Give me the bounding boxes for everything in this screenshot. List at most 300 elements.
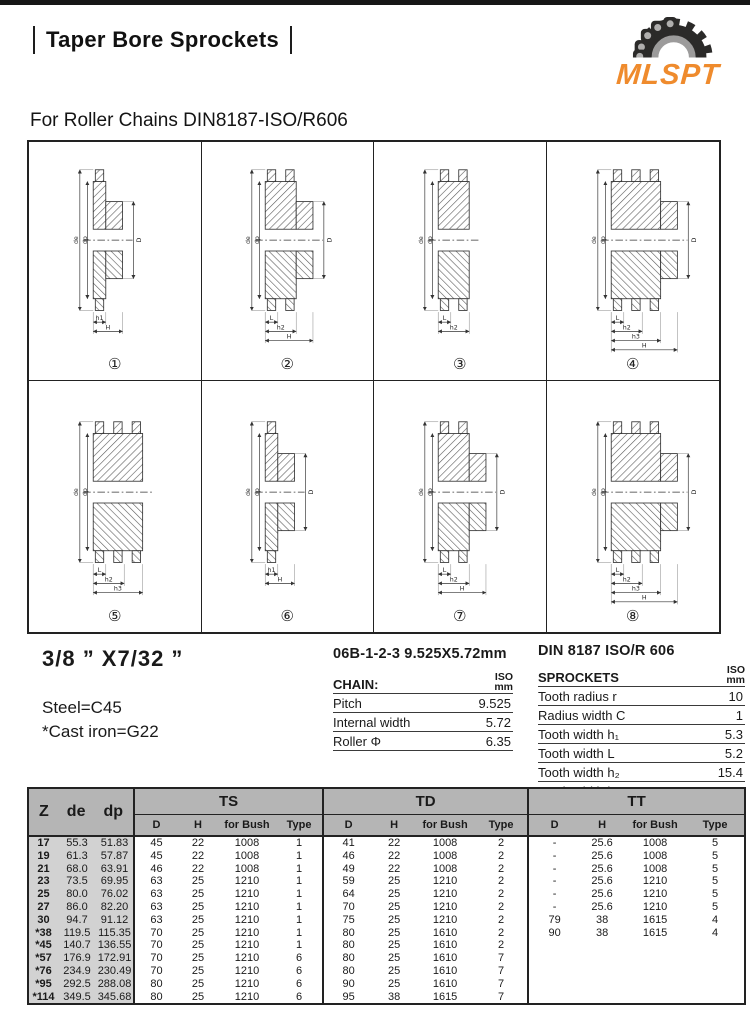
table-cell: 25	[191, 913, 205, 926]
table-row	[28, 939, 745, 952]
table-cell: 1610	[432, 964, 458, 977]
table-cell: 21	[28, 863, 58, 876]
table-cell: 1210	[234, 964, 260, 977]
table-cell: 25	[191, 990, 205, 1003]
table-row	[28, 914, 745, 927]
din-spec-label: Tooth width h₁	[538, 726, 619, 742]
table-cell: 51.83	[96, 836, 134, 850]
table-cell: *95	[28, 978, 58, 991]
table-cell: 1610	[432, 952, 458, 965]
material-cast-iron: *Cast iron=G22	[42, 722, 159, 741]
diagram-cell-7	[374, 381, 547, 632]
svg-text:h1: h1	[267, 567, 276, 575]
chain-spec-label: Roller Φ	[333, 733, 381, 749]
title-divider-left	[33, 26, 35, 54]
din-spec-label: Tooth width L	[538, 745, 615, 761]
chain-spec-row	[333, 732, 513, 751]
table-row	[28, 927, 745, 940]
sprocket-cross-section	[204, 400, 370, 606]
table-cell: 1610	[432, 977, 458, 990]
table-cell: 2	[498, 888, 505, 901]
table-cell: 70	[134, 965, 178, 978]
table-cell	[686, 965, 745, 978]
table-cell: 64	[323, 888, 373, 901]
table-cell: 63	[134, 875, 178, 888]
table-cell	[528, 991, 580, 1005]
table-cell: 2	[498, 837, 505, 849]
table-cell: *45	[28, 939, 58, 952]
table-cell: 1	[295, 939, 303, 952]
diagram-cell-6	[202, 381, 375, 632]
table-cell: 5	[712, 849, 719, 862]
svg-text:D: D	[690, 489, 698, 495]
din-spec-row	[538, 725, 745, 744]
svg-text:de: de	[590, 488, 598, 497]
din-spec-value: 1	[735, 707, 743, 723]
svg-text:de: de	[72, 236, 80, 245]
table-cell: 25	[191, 952, 205, 965]
table-cell: 140.7	[58, 939, 96, 952]
table-cell: 2	[498, 926, 505, 939]
sprocket-cross-section	[204, 148, 370, 354]
din-spec-row	[538, 706, 745, 725]
sprocket-cross-section	[377, 400, 543, 606]
table-cell: 38	[387, 990, 401, 1003]
diagram-number: ②	[280, 356, 294, 374]
table-cell: 27	[28, 901, 58, 914]
table-cell: 7	[498, 952, 505, 965]
svg-text:dp: dp	[426, 236, 434, 245]
table-row	[28, 875, 745, 888]
diagram-number: ⑥	[280, 607, 294, 625]
diagram-number: ③	[453, 356, 467, 374]
table-cell: 80	[134, 978, 178, 991]
svg-text:D: D	[499, 489, 507, 495]
table-cell: 70	[134, 939, 178, 952]
chain-unit-label: ISO mm	[494, 671, 513, 693]
svg-text:h2: h2	[622, 324, 631, 332]
table-cell: 80	[323, 927, 373, 940]
table-cell: 1008	[234, 837, 260, 849]
table-cell: 45	[134, 836, 178, 850]
table-cell: 61.3	[58, 850, 96, 863]
table-cell: 22	[191, 849, 205, 862]
subheader-type: Type	[475, 814, 528, 836]
svg-text:de: de	[245, 488, 253, 497]
table-cell: 6	[295, 952, 303, 965]
table-cell: 1008	[234, 862, 260, 875]
table-row	[28, 978, 745, 991]
table-cell	[624, 978, 686, 991]
chain-spec-header	[333, 672, 513, 694]
table-cell: 17	[28, 836, 58, 850]
brand-logo	[598, 10, 738, 91]
table-cell: 22	[191, 862, 205, 875]
table-cell	[686, 952, 745, 965]
table-cell: 7	[498, 977, 505, 990]
table-cell: 90	[528, 927, 580, 940]
table-cell: 70	[134, 952, 178, 965]
table-cell: 30	[28, 914, 58, 927]
svg-text:de: de	[590, 236, 598, 245]
chain-spec-title: 06B-1-2-3 9.525X5.72mm	[333, 646, 507, 662]
table-cell: 1615	[432, 990, 458, 1003]
table-cell: 95	[323, 991, 373, 1005]
table-cell: 46	[134, 863, 178, 876]
table-cell: 59	[323, 875, 373, 888]
table-cell: 70	[134, 927, 178, 940]
table-cell: -	[528, 901, 580, 914]
table-cell: 69.95	[96, 875, 134, 888]
group-header-tt: TT	[528, 788, 745, 814]
table-cell: 25	[387, 977, 401, 990]
table-cell: 1	[295, 862, 303, 875]
size-spec-block	[42, 646, 183, 742]
svg-text:L: L	[97, 567, 102, 575]
table-cell: 230.49	[96, 965, 134, 978]
svg-text:dp: dp	[426, 488, 434, 497]
table-cell: 1210	[642, 888, 668, 901]
sprocket-cross-section	[550, 400, 716, 606]
table-cell: 25.6	[591, 875, 613, 888]
table-cell: 1615	[642, 926, 668, 939]
svg-text:H: H	[277, 576, 283, 584]
diagram-number: ⑦	[453, 607, 467, 625]
table-cell: 1008	[642, 849, 668, 862]
table-cell: 25	[191, 888, 205, 901]
din-spec-title: DIN 8187 ISO/R 606	[538, 643, 675, 659]
svg-text:D: D	[690, 237, 698, 243]
table-cell: 25	[387, 888, 401, 901]
table-cell: 2	[498, 875, 505, 888]
svg-text:dp: dp	[599, 236, 607, 245]
chain-spec-table	[333, 646, 513, 751]
table-cell: 25	[387, 964, 401, 977]
table-cell: -	[528, 863, 580, 876]
svg-text:dp: dp	[254, 488, 262, 497]
table-cell	[686, 939, 745, 952]
table-cell: 2	[498, 849, 505, 862]
subheader-type: Type	[276, 814, 323, 836]
diagram-number: ①	[108, 356, 122, 374]
table-cell: 63	[134, 901, 178, 914]
din-header-label: SPROCKETS	[538, 670, 619, 685]
table-cell: 176.9	[58, 952, 96, 965]
din-spec-row	[538, 763, 745, 782]
table-cell: 1210	[234, 926, 260, 939]
table-cell: 19	[28, 850, 58, 863]
din-spec-label: Tooth width h₂	[538, 764, 620, 780]
table-cell: *76	[28, 965, 58, 978]
table-cell: 23	[28, 875, 58, 888]
table-cell: 63	[134, 914, 178, 927]
table-cell: 1	[295, 875, 303, 888]
subheader-h: H	[178, 814, 218, 836]
table-cell: 2	[498, 900, 505, 913]
chain-spec-value: 9.525	[478, 695, 511, 711]
group-header-td: TD	[323, 788, 528, 814]
table-cell: 25.6	[591, 849, 613, 862]
svg-text:dp: dp	[599, 488, 607, 497]
table-row	[28, 836, 745, 850]
table-cell: 1210	[234, 888, 260, 901]
table-cell: 25	[191, 964, 205, 977]
table-cell: 25.6	[591, 837, 613, 849]
chain-spec-label: Pitch	[333, 695, 362, 711]
table-cell: *114	[28, 991, 58, 1005]
table-row	[28, 991, 745, 1005]
table-cell: 80.0	[58, 888, 96, 901]
svg-text:de: de	[417, 236, 425, 245]
table-cell: 1210	[234, 977, 260, 990]
table-cell: 2	[498, 939, 505, 952]
svg-text:dp: dp	[254, 236, 262, 245]
svg-text:dp: dp	[81, 236, 89, 245]
table-cell: 5	[712, 837, 719, 849]
svg-text:H: H	[641, 594, 647, 602]
diagram-number: ⑤	[108, 607, 122, 625]
top-black-bar	[0, 0, 750, 5]
page-header	[33, 26, 292, 54]
table-cell: 1008	[432, 849, 458, 862]
table-cell: 45	[134, 850, 178, 863]
svg-text:L: L	[270, 315, 274, 323]
table-cell: 1210	[642, 875, 668, 888]
table-cell	[624, 952, 686, 965]
table-cell: 7	[498, 964, 505, 977]
table-cell	[580, 952, 624, 965]
table-row	[28, 952, 745, 965]
svg-text:L: L	[615, 315, 620, 323]
title-divider-right	[290, 26, 292, 54]
table-cell: 1210	[642, 900, 668, 913]
table-row	[28, 850, 745, 863]
table-cell: 6	[295, 964, 303, 977]
table-cell	[624, 991, 686, 1005]
table-cell: 49	[323, 863, 373, 876]
subheader-d: D	[528, 814, 580, 836]
table-cell: 4	[712, 913, 719, 926]
din-spec-header	[538, 665, 745, 687]
chain-spec-label: Internal width	[333, 714, 411, 730]
diagram-number: ④	[626, 356, 640, 374]
table-cell: 1008	[642, 862, 668, 875]
table-cell: 25.6	[591, 862, 613, 875]
table-cell: 25	[191, 875, 205, 888]
table-cell	[624, 965, 686, 978]
table-cell: 1210	[432, 900, 458, 913]
chain-spec-value: 6.35	[485, 733, 511, 749]
table-cell: 5	[712, 875, 719, 888]
table-cell: 25.6	[591, 888, 613, 901]
sprocket-data-table	[27, 787, 746, 1005]
din-spec-row	[538, 744, 745, 763]
table-cell: -	[528, 836, 580, 850]
table-cell	[528, 965, 580, 978]
table-cell: 41	[323, 836, 373, 850]
svg-text:H: H	[105, 324, 110, 332]
svg-text:H: H	[286, 333, 292, 341]
page-title: Taper Bore Sprockets	[46, 27, 280, 52]
svg-text:dp: dp	[81, 488, 89, 497]
svg-text:de: de	[417, 488, 425, 497]
svg-text:h2: h2	[622, 576, 631, 584]
material-steel: Steel=C45	[42, 698, 122, 717]
table-cell: 25	[387, 939, 401, 952]
svg-text:h1: h1	[95, 315, 104, 323]
table-cell	[624, 939, 686, 952]
diagram-cell-1	[29, 142, 202, 381]
table-cell: 38	[595, 926, 609, 939]
table-cell: 172.91	[96, 952, 134, 965]
din-spec-value: 10	[728, 688, 743, 704]
table-cell	[580, 978, 624, 991]
table-cell	[580, 965, 624, 978]
svg-text:L: L	[615, 567, 620, 575]
chain-spec-value: 5.72	[485, 714, 511, 730]
din-spec-label: Tooth radius r	[538, 688, 617, 704]
table-cell	[528, 952, 580, 965]
subheader-d: D	[323, 814, 373, 836]
table-cell: 1008	[642, 837, 668, 849]
chain-spec-row	[333, 713, 513, 732]
subheader-for-bush: for Bush	[415, 814, 475, 836]
table-cell: 80	[134, 991, 178, 1005]
subheader-h: H	[580, 814, 624, 836]
table-cell: 63	[134, 888, 178, 901]
din-spec-value: 5.2	[724, 745, 743, 761]
table-cell: 22	[387, 837, 401, 849]
din-spec-label: Radius width C	[538, 707, 626, 723]
subheader-d: D	[134, 814, 178, 836]
subheader-h: H	[373, 814, 415, 836]
svg-text:h3: h3	[631, 585, 640, 593]
group-header-ts: TS	[134, 788, 323, 814]
table-cell	[686, 978, 745, 991]
table-cell: 90	[323, 978, 373, 991]
page-subtitle: For Roller Chains DIN8187-ISO/R606	[30, 110, 348, 131]
svg-text:h3: h3	[113, 585, 122, 593]
table-cell: 1210	[234, 990, 260, 1003]
svg-text:D: D	[308, 489, 316, 495]
table-cell	[528, 978, 580, 991]
table-cell: 75	[323, 914, 373, 927]
table-cell: 86.0	[58, 901, 96, 914]
svg-text:D: D	[135, 237, 143, 243]
diagram-cell-2	[202, 142, 375, 381]
sprocket-diagram-grid	[27, 140, 721, 634]
svg-text:H: H	[641, 342, 647, 350]
subheader-for-bush: for Bush	[624, 814, 686, 836]
sprocket-chain-icon	[605, 10, 731, 62]
table-cell: 1210	[234, 913, 260, 926]
table-cell: 68.0	[58, 863, 96, 876]
table-cell: 1210	[234, 875, 260, 888]
table-cell: 46	[323, 850, 373, 863]
table-row	[28, 863, 745, 876]
chain-header-label: CHAIN:	[333, 677, 379, 692]
table-cell: 25	[387, 926, 401, 939]
table-cell: 5	[712, 900, 719, 913]
table-cell: 80	[323, 939, 373, 952]
table-cell: 38	[595, 913, 609, 926]
table-cell: 6	[295, 990, 303, 1003]
table-cell: 25	[191, 977, 205, 990]
table-cell: 1210	[432, 875, 458, 888]
diagram-number: ⑧	[626, 607, 640, 625]
din-spec-value: 15.4	[717, 764, 743, 780]
table-cell: 25	[387, 900, 401, 913]
table-cell	[580, 939, 624, 952]
table-cell: 79	[528, 914, 580, 927]
table-cell: 1008	[432, 837, 458, 849]
table-cell: 25	[191, 900, 205, 913]
din-spec-table	[538, 643, 745, 801]
table-cell: 1008	[432, 862, 458, 875]
table-cell: 5	[712, 862, 719, 875]
chain-spec-row	[333, 694, 513, 713]
table-cell: 25	[387, 952, 401, 965]
table-cell: 2	[498, 862, 505, 875]
table-cell: 2	[498, 913, 505, 926]
table-cell: 25.6	[591, 900, 613, 913]
table-cell: 25	[387, 913, 401, 926]
table-cell: 345.68	[96, 991, 134, 1005]
sprocket-cross-section	[32, 148, 198, 354]
table-cell: 55.3	[58, 836, 96, 850]
table-cell: 80	[323, 965, 373, 978]
svg-text:h2: h2	[449, 576, 458, 584]
table-cell: -	[528, 850, 580, 863]
svg-text:h2: h2	[276, 324, 285, 332]
table-cell: 1	[295, 913, 303, 926]
table-cell: 234.9	[58, 965, 96, 978]
svg-text:h2: h2	[104, 576, 113, 584]
table-cell: 292.5	[58, 978, 96, 991]
table-cell: 5	[712, 888, 719, 901]
din-spec-value: 5.3	[724, 726, 743, 742]
table-cell: -	[528, 875, 580, 888]
table-cell: 1610	[432, 939, 458, 952]
table-cell: 1	[295, 900, 303, 913]
svg-text:L: L	[442, 315, 447, 323]
table-cell: 76.02	[96, 888, 134, 901]
table-cell: 73.5	[58, 875, 96, 888]
brand-name: MLSPT	[615, 59, 721, 91]
din-spec-row	[538, 687, 745, 706]
table-cell: 1	[295, 888, 303, 901]
table-cell: 70	[323, 901, 373, 914]
table-cell: 82.20	[96, 901, 134, 914]
table-cell: 80	[323, 952, 373, 965]
table-cell: 6	[295, 977, 303, 990]
table-cell: 22	[387, 849, 401, 862]
diagram-cell-5	[29, 381, 202, 632]
svg-text:H: H	[459, 585, 465, 593]
diagram-cell-3	[374, 142, 547, 381]
table-cell: *57	[28, 952, 58, 965]
table-cell: -	[528, 888, 580, 901]
table-cell: 25	[191, 939, 205, 952]
table-cell: 1615	[642, 913, 668, 926]
table-cell: 4	[712, 926, 719, 939]
table-cell: 1210	[432, 913, 458, 926]
table-cell: *38	[28, 927, 58, 940]
table-cell: 63.91	[96, 863, 134, 876]
table-cell	[580, 991, 624, 1005]
table-cell: 1210	[234, 939, 260, 952]
header-z-de-dp: Z de dp	[28, 788, 134, 836]
